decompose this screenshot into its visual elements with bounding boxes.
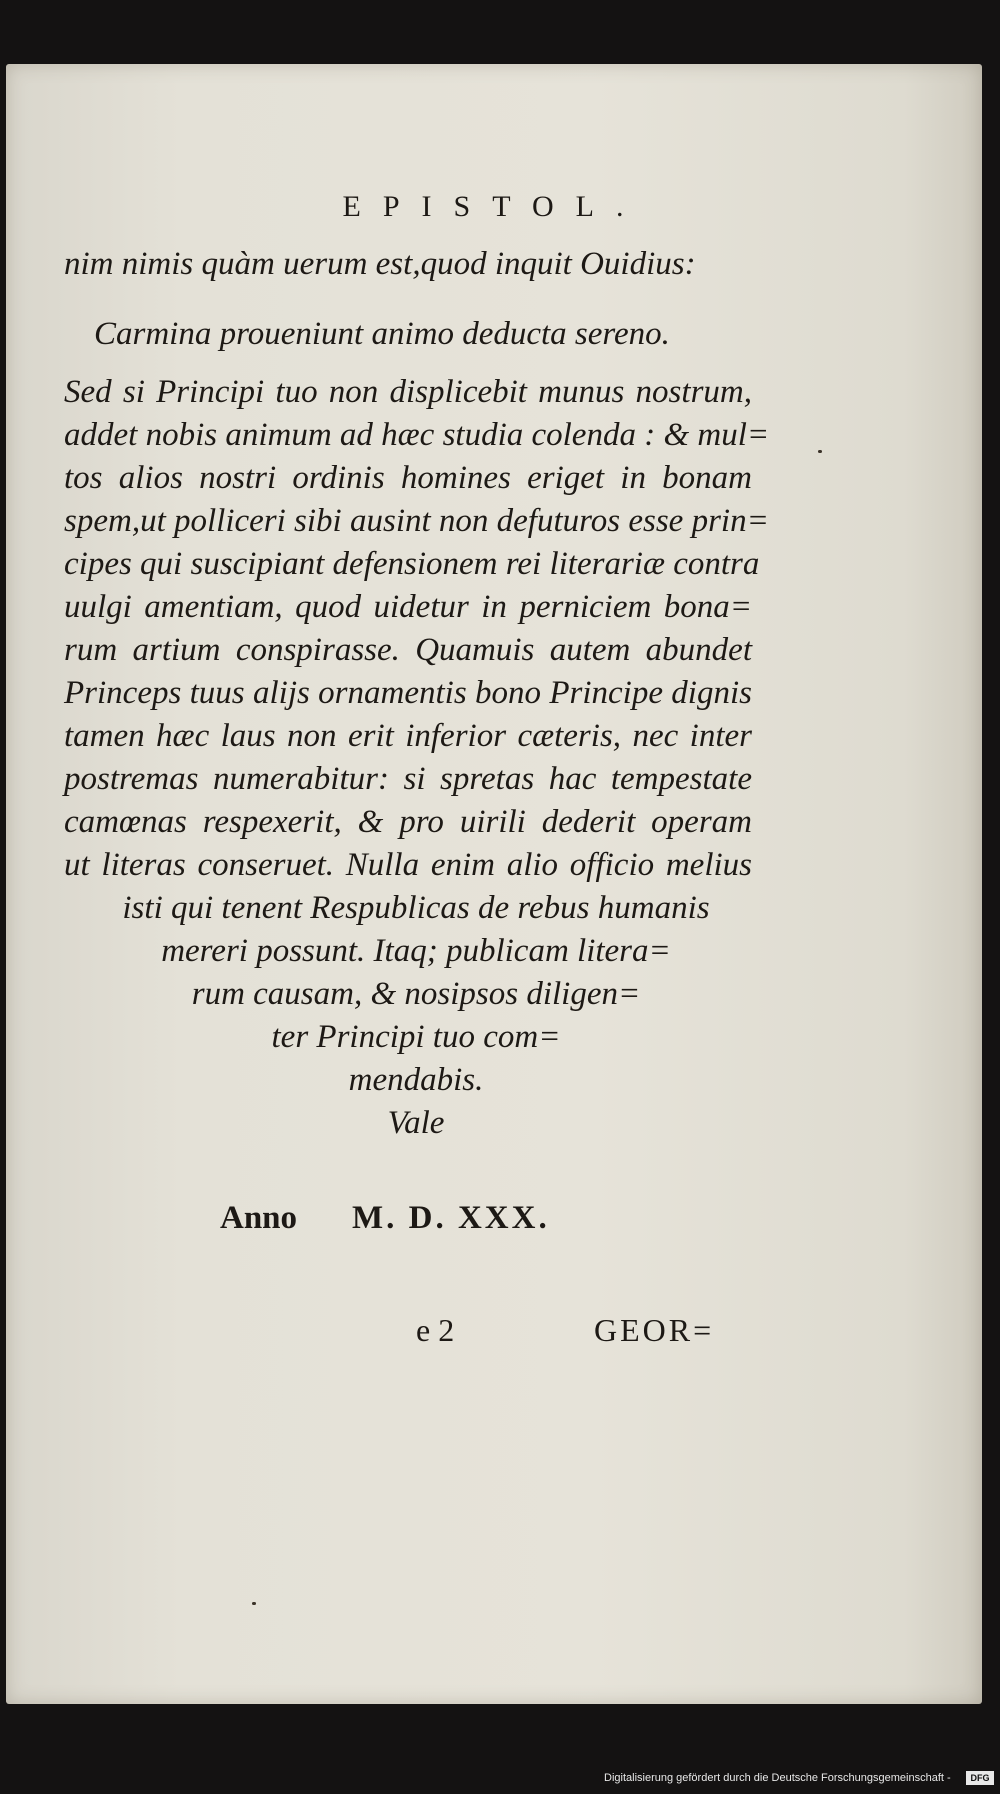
digitization-credit: Digitalisierung gefördert durch die Deutsche Forschungsgemeinschaft -	[604, 1772, 951, 1784]
paper-speck	[252, 1602, 256, 1605]
text-line: cipes qui suscipiant defensionem rei literariæ contra	[64, 546, 760, 582]
text-line: Princeps tuus alijs ornamentis bono Principe dignis	[64, 675, 752, 711]
text-line: tos alios nostri ordinis homines eriget in bonam	[64, 460, 752, 496]
signature-mark: e 2	[416, 1312, 455, 1348]
text-line: tamen hæc laus non erit inferior cæteris, nec inter	[64, 718, 752, 754]
text-line: rum artium conspirasse. Quamuis autem abundet	[64, 632, 752, 668]
date-value: M. D. XXX.	[352, 1200, 550, 1236]
text-line: addet nobis animum ad hæc studia colenda : & mul=	[64, 417, 770, 453]
text-line: rum causam, & nosipsos diligen=	[191, 976, 641, 1012]
text-line: ut literas conseruet. Nulla enim alio officio melius	[64, 847, 752, 883]
book-page	[6, 64, 982, 1704]
text-line: Sed si Principi tuo non displicebit munus nostrum,	[64, 374, 752, 410]
text-line: mendabis.	[348, 1062, 484, 1098]
dfg-logo: DFG	[966, 1771, 994, 1785]
date-label: Anno	[220, 1200, 298, 1236]
verse-line: Carmina proueniunt animo deducta sereno.	[94, 316, 670, 352]
text-line: postremas numerabitur: si spretas hac tempestate	[64, 761, 752, 797]
text-line: camœnas respexerit, & pro uirili dederit operam	[64, 804, 752, 840]
text-line: spem,ut polliceri sibi ausint non defuturos esse prin=	[64, 503, 769, 539]
text-line: mereri possunt. Itaq; publicam litera=	[161, 933, 671, 969]
text-line: uulgi amentiam, quod uidetur in perniciem bona=	[64, 589, 752, 625]
text-line: isti qui tenent Respublicas de rebus humanis	[122, 890, 710, 926]
running-head: EPISTOL.	[342, 190, 646, 223]
catchword: GEOR=	[594, 1312, 715, 1348]
text-line: ter Principi tuo com=	[271, 1019, 561, 1055]
paper-speck	[818, 450, 822, 453]
text-line: nim nimis quàm uerum est,quod inquit Ouidius:	[64, 246, 696, 282]
valediction: Vale	[387, 1105, 445, 1141]
